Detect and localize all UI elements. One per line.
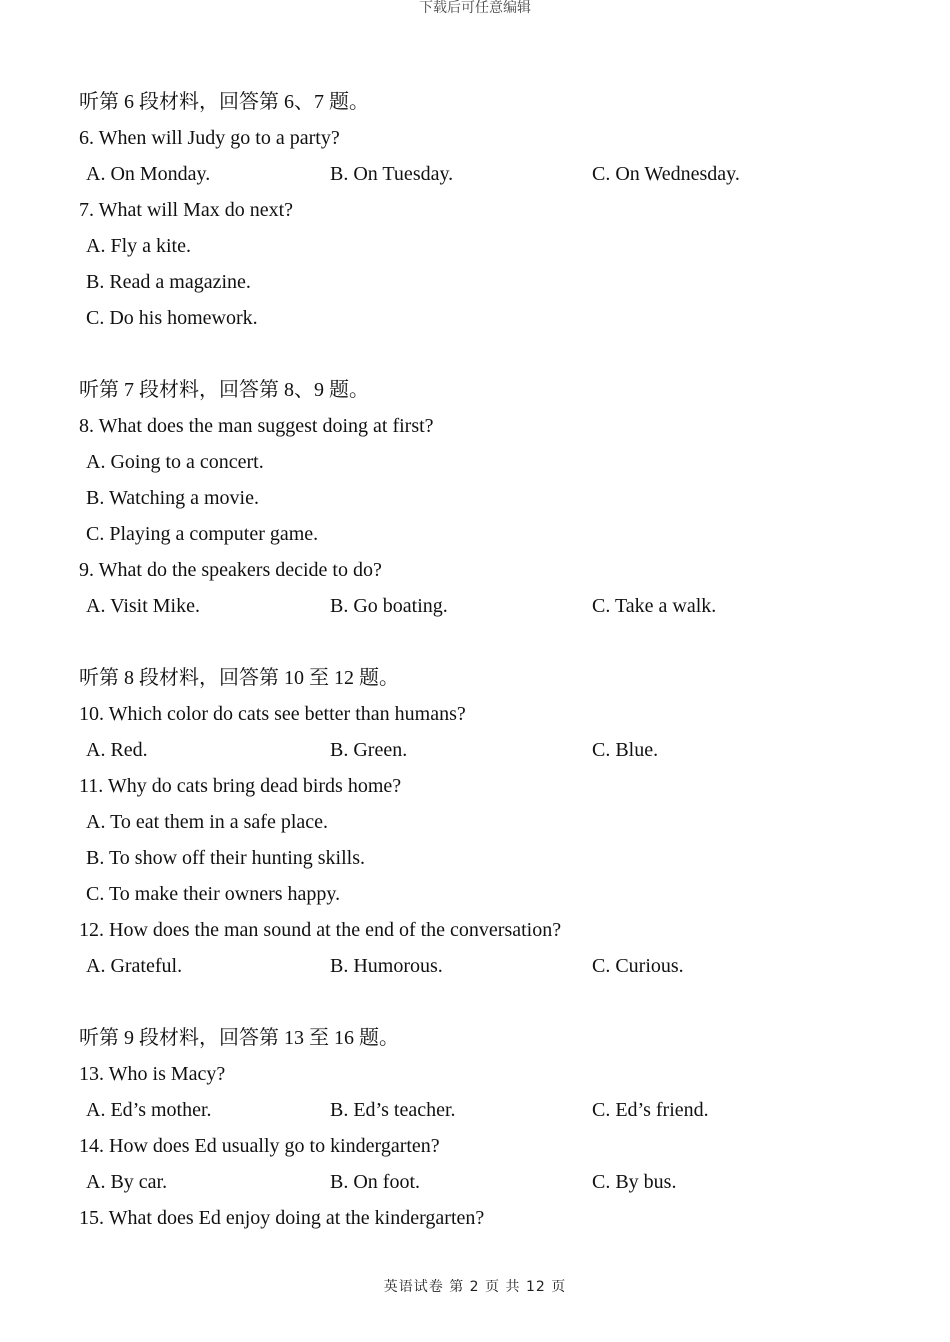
option-text: C. By bus. [592, 1171, 677, 1193]
option-text: C. Curious. [592, 955, 684, 977]
section-gap [79, 984, 879, 1020]
option-text: A. Going to a concert. [86, 451, 264, 473]
options-row [79, 588, 879, 624]
question-text: 11. Why do cats bring dead birds home? [79, 775, 402, 797]
exam-content [79, 84, 879, 1236]
question-text: 10. Which color do cats see better than humans? [79, 703, 466, 725]
option-text: B. Watching a movie. [86, 487, 259, 509]
question-text: 8. What does the man suggest doing at first? [79, 415, 434, 437]
section-gap [79, 336, 879, 372]
option-text: B. Read a magazine. [86, 271, 251, 293]
option-text: C. On Wednesday. [592, 163, 740, 185]
option-text: C. To make their owners happy. [86, 883, 341, 905]
option-text: C. Ed’s friend. [592, 1099, 709, 1121]
option-text: B. Green. [330, 739, 408, 761]
section-title: 听第 8 段材料，回答第 10 至 12 题。 [79, 667, 399, 689]
option-text: C. Take a walk. [592, 595, 717, 617]
option-text: B. Ed’s teacher. [330, 1099, 456, 1121]
option-text: A. Grateful. [86, 955, 183, 977]
question-text: 14. How does Ed usually go to kindergarten? [79, 1135, 440, 1157]
option-text: C. Do his homework. [86, 307, 258, 329]
option-text: C. Playing a computer game. [86, 523, 319, 545]
options-row [79, 948, 879, 984]
option-text: B. Humorous. [330, 955, 443, 977]
question-text: 6. When will Judy go to a party? [79, 127, 340, 149]
option-text: A. By car. [86, 1171, 168, 1193]
option-text: A. Ed’s mother. [86, 1099, 212, 1121]
page-header: 下载后可任意编辑 [419, 0, 531, 16]
option-text: B. On foot. [330, 1171, 420, 1193]
option-text: A. Fly a kite. [86, 235, 191, 257]
question-text: 15. What does Ed enjoy doing at the kindergarten? [79, 1207, 485, 1229]
question-text: 13. Who is Macy? [79, 1063, 226, 1085]
options-row [79, 1164, 879, 1200]
section-title: 听第 9 段材料，回答第 13 至 16 题。 [79, 1027, 399, 1049]
page-footer: 英语试卷 第 2 页 共 12 页 [383, 1279, 567, 1295]
section-gap [79, 624, 879, 660]
question-text: 7. What will Max do next? [79, 199, 294, 221]
option-text: A. Red. [86, 739, 148, 761]
question-text: 12. How does the man sound at the end of the conversation? [79, 919, 562, 941]
options-row [79, 156, 879, 192]
option-text: A. On Monday. [86, 163, 211, 185]
section-title: 听第 6 段材料，回答第 6、7 题。 [79, 91, 369, 113]
option-text: A. Visit Mike. [86, 595, 200, 617]
option-text: B. On Tuesday. [330, 163, 454, 185]
option-text: B. Go boating. [330, 595, 448, 617]
option-text: A. To eat them in a safe place. [86, 811, 329, 833]
option-text: C. Blue. [592, 739, 659, 761]
options-row [79, 1092, 879, 1128]
options-row [79, 732, 879, 768]
question-text: 9. What do the speakers decide to do? [79, 559, 382, 581]
option-text: B. To show off their hunting skills. [86, 847, 365, 869]
section-title: 听第 7 段材料，回答第 8、9 题。 [79, 379, 369, 401]
